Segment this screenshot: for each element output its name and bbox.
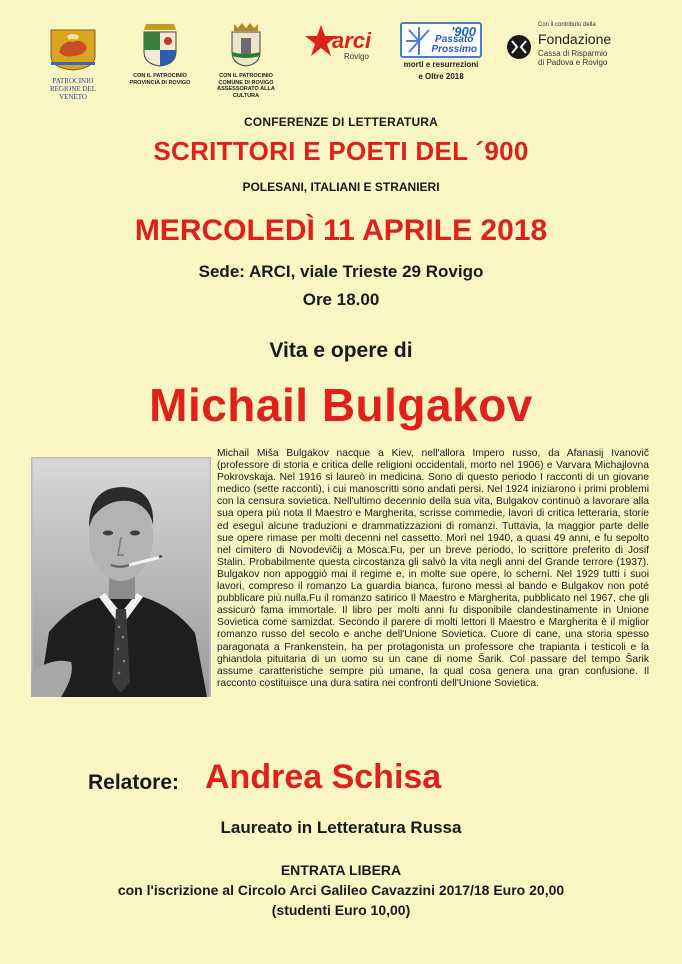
series-title: SCRITTORI E POETI DEL ´900 bbox=[153, 136, 529, 166]
series-subtitle: POLESANI, ITALIANI E STRANIERI bbox=[242, 180, 440, 194]
biography-text: Michail Miša Bulgakov nacque a Kiev, nell'allora Impero russo, da Afanasij Ivanovič (professore di storia e critica delle religioni occidentali, morto nel 1906) e Varvara Michajlovna Pokrovskaja. Nel 1916 si laureò in medicina. Sono di questo periodo I racconti di un giovane medico (sette racconti), i cui manoscritti sono andati persi. Nel 1924 iniziarono i primi problemi con la censura sovietica. Nell'ultimo decennio della sua vita, Bulgakov continuò a lavorare alla sua opera più nota Il Maestro e Margherita, scrisse commedie, lavori di critica letteraria, storie ed eseguì alcune traduzioni e drammatizzazioni di romanzi. Tuttavia, la maggior parte delle sue opere rimase per molti decenni nel cassetto. Morì nel 1940, a quasi 49 anni, e fu sepolto nel cimitero di Novodevičij a Mosca.Fu, per un breve periodo, lo scrittore preferito di Josif Stalin. Probabilmente questa circostanza gli salvò la vita negli anni del Grande terrore (1937). Bulgakov non appoggiò mai il regime e, in molte sue opere, lo schernì. Nel 1929 tutti i suoi lavori, compreso il romanzo La guardia bianca, furono messi al bando e Bulgakov non poté pubblicare più nulla.Fu il romanzo satirico Il Maestro e Margherita, pubblicato nel 1967, che gli assicurò fama immortale. Il libro per molti anni fu disponibile clandestinamente in Unione Sovietica come samizdat. Secondo il parere di molti lettori Il Maestro e Margherita è il miglior romanzo russo del secolo e anche dell'Unione Sovietica. Cuore di cane, una storia spesso paragonata a Frankenstein, ha per protagonista un professore che trapianta i testicoli e la ghiandola pituitaria di un uomo su un cane di nome Šarik. Col passare del tempo Šarik assume caratteristiche sempre più umane, la qual cosa genera una gran confusione. Il racconto costituisce una dura satira nei confronti dell'Unione Sovietica. bbox=[217, 448, 649, 689]
provincia-caption-1: CON IL PATROCINIO bbox=[133, 73, 187, 79]
fondazione-title: Fondazione bbox=[538, 31, 612, 47]
regione-veneto-logo bbox=[38, 26, 108, 101]
provincia-caption-2: PROVINCIA DI ROVIGO bbox=[129, 79, 191, 86]
fondazione-subtitle bbox=[538, 49, 607, 67]
sponsor-logos bbox=[0, 18, 682, 108]
novecento-caption-1: morti e resurrezioni bbox=[403, 60, 479, 69]
student-price: (studenti Euro 10,00) bbox=[271, 902, 411, 918]
membership-info: con l'iscrizione al Circolo Arci Galileo Cavazzini 2017/18 Euro 20,00 bbox=[117, 882, 565, 898]
novecento-mid-1: Passato bbox=[435, 34, 474, 45]
novecento-caption-2: e Oltre 2018 bbox=[418, 72, 464, 81]
sunburst-icon bbox=[404, 25, 434, 57]
fondazione-sub-1: Cassa di Risparmio bbox=[538, 49, 608, 58]
speaker-label: Relatore: bbox=[88, 771, 180, 794]
novecento-top: '900 bbox=[451, 24, 476, 39]
entry-info: ENTRATA LIBERA bbox=[280, 862, 402, 878]
event-time: Ore 18.00 bbox=[302, 290, 380, 309]
author-name: Michail Bulgakov bbox=[149, 379, 533, 431]
arci-subtitle: Rovigo bbox=[344, 52, 369, 61]
conference-heading: CONFERENZE DI LETTERATURA bbox=[243, 115, 439, 129]
speaker-name: Andrea Schisa bbox=[205, 758, 442, 796]
comune-crest-icon bbox=[226, 22, 266, 68]
author-portrait bbox=[31, 457, 211, 697]
veneto-caption-1: PATROCINIO bbox=[52, 77, 94, 85]
comune-rovigo-logo bbox=[212, 22, 280, 99]
event-date: MERCOLEDÌ 11 APRILE 2018 bbox=[134, 214, 548, 247]
comune-caption-3: ASSESSORATO ALLA CULTURA bbox=[217, 86, 275, 99]
fondazione-sub-2: di Padova e Rovigo bbox=[538, 58, 608, 67]
event-venue: Sede: ARCI, viale Trieste 29 Rovigo bbox=[198, 262, 484, 281]
portrait-photo bbox=[31, 457, 211, 697]
comune-caption-2: COMUNE DI ROVIGO bbox=[218, 79, 274, 86]
arci-wordmark: arci bbox=[332, 28, 372, 53]
novecento-mid-2: Prossimo bbox=[431, 44, 477, 55]
fondazione-mark-icon bbox=[506, 34, 532, 60]
lion-of-st-mark-icon bbox=[43, 26, 103, 72]
novecento-box bbox=[400, 22, 482, 58]
provincia-rovigo-logo bbox=[128, 22, 192, 86]
novecento-logo bbox=[396, 22, 486, 82]
veneto-caption-2: REGIONE DEL VENETO bbox=[49, 85, 97, 101]
novecento-mid bbox=[431, 35, 477, 55]
provincia-crest-icon bbox=[138, 22, 182, 68]
fondazione-small: Con il contributo della bbox=[538, 22, 596, 28]
talk-intro: Vita e opere di bbox=[269, 339, 413, 362]
speaker-degree: Laureato in Letteratura Russa bbox=[220, 818, 462, 837]
comune-caption-1: CON IL PATROCINIO bbox=[219, 73, 273, 79]
